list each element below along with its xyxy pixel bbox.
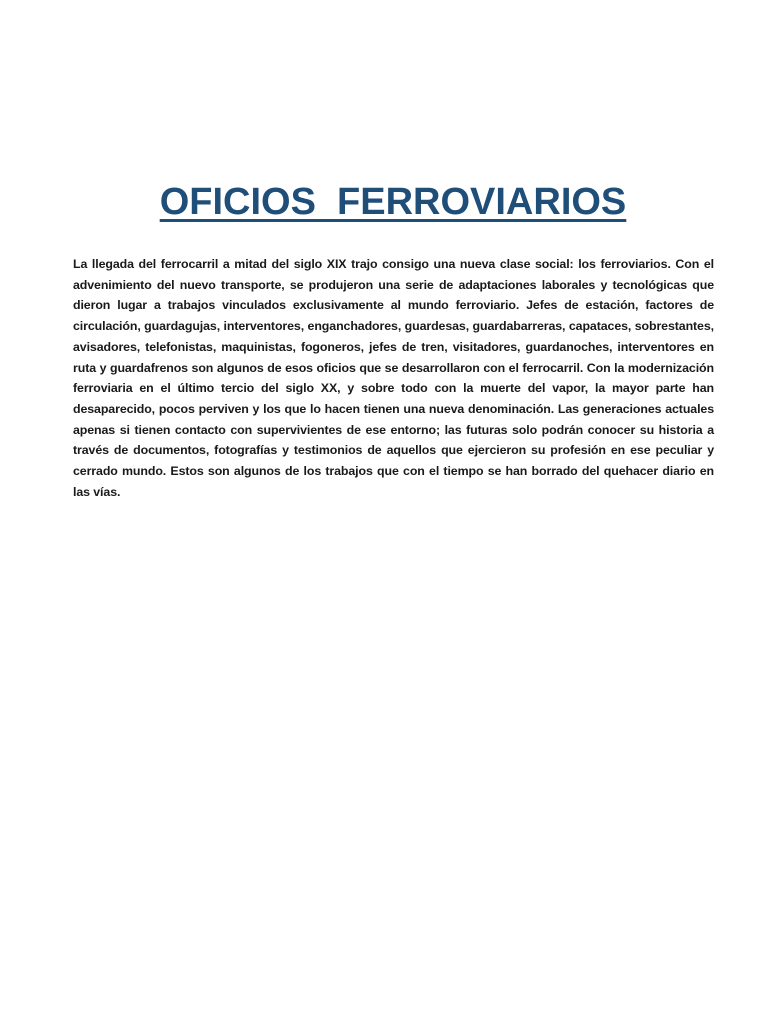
body-paragraph: La llegada del ferrocarril a mitad del siglo XIX trajo consigo una nueva clase social: los ferroviarios. Con el advenimiento del nuevo transporte, se produjeron una serie de adaptaciones laborales y tecnológicas que dieron lugar a trabajos vinculados exclusivamente al mundo ferroviario. Jefes de estación, factores de circulación, guardagujas, interventores, enganchadores, guardesas, guardabarreras, capataces, sobrestantes, avisadores, telefonistas, maquinistas, fogoneros, jefes de tren, visitadores, guardanoches, interventores en ruta y guardafrenos son algunos de esos oficios que se desarrollaron con el ferrocarril. Con la modernización ferroviaria en el último tercio del siglo XX, y sobre todo con la muerte del vapor, la mayor parte han desaparecido, pocos perviven y los que lo hacen tienen una nueva denominación. Las generaciones actuales apenas si tienen contacto con supervivientes de ese entorno; las futuras solo podrán conocer su historia a través de documentos, fotografías y testimonios de aquellos que ejercieron su profesión en ese peculiar y cerrado mundo. Estos son algunos de los trabajos que con el tiempo se han borrado del quehacer diario en las vías. xyxy=(73,257,714,499)
page-title-text: OFICIOS FERROVIARIOS xyxy=(159,181,627,223)
page-title xyxy=(0,176,768,228)
